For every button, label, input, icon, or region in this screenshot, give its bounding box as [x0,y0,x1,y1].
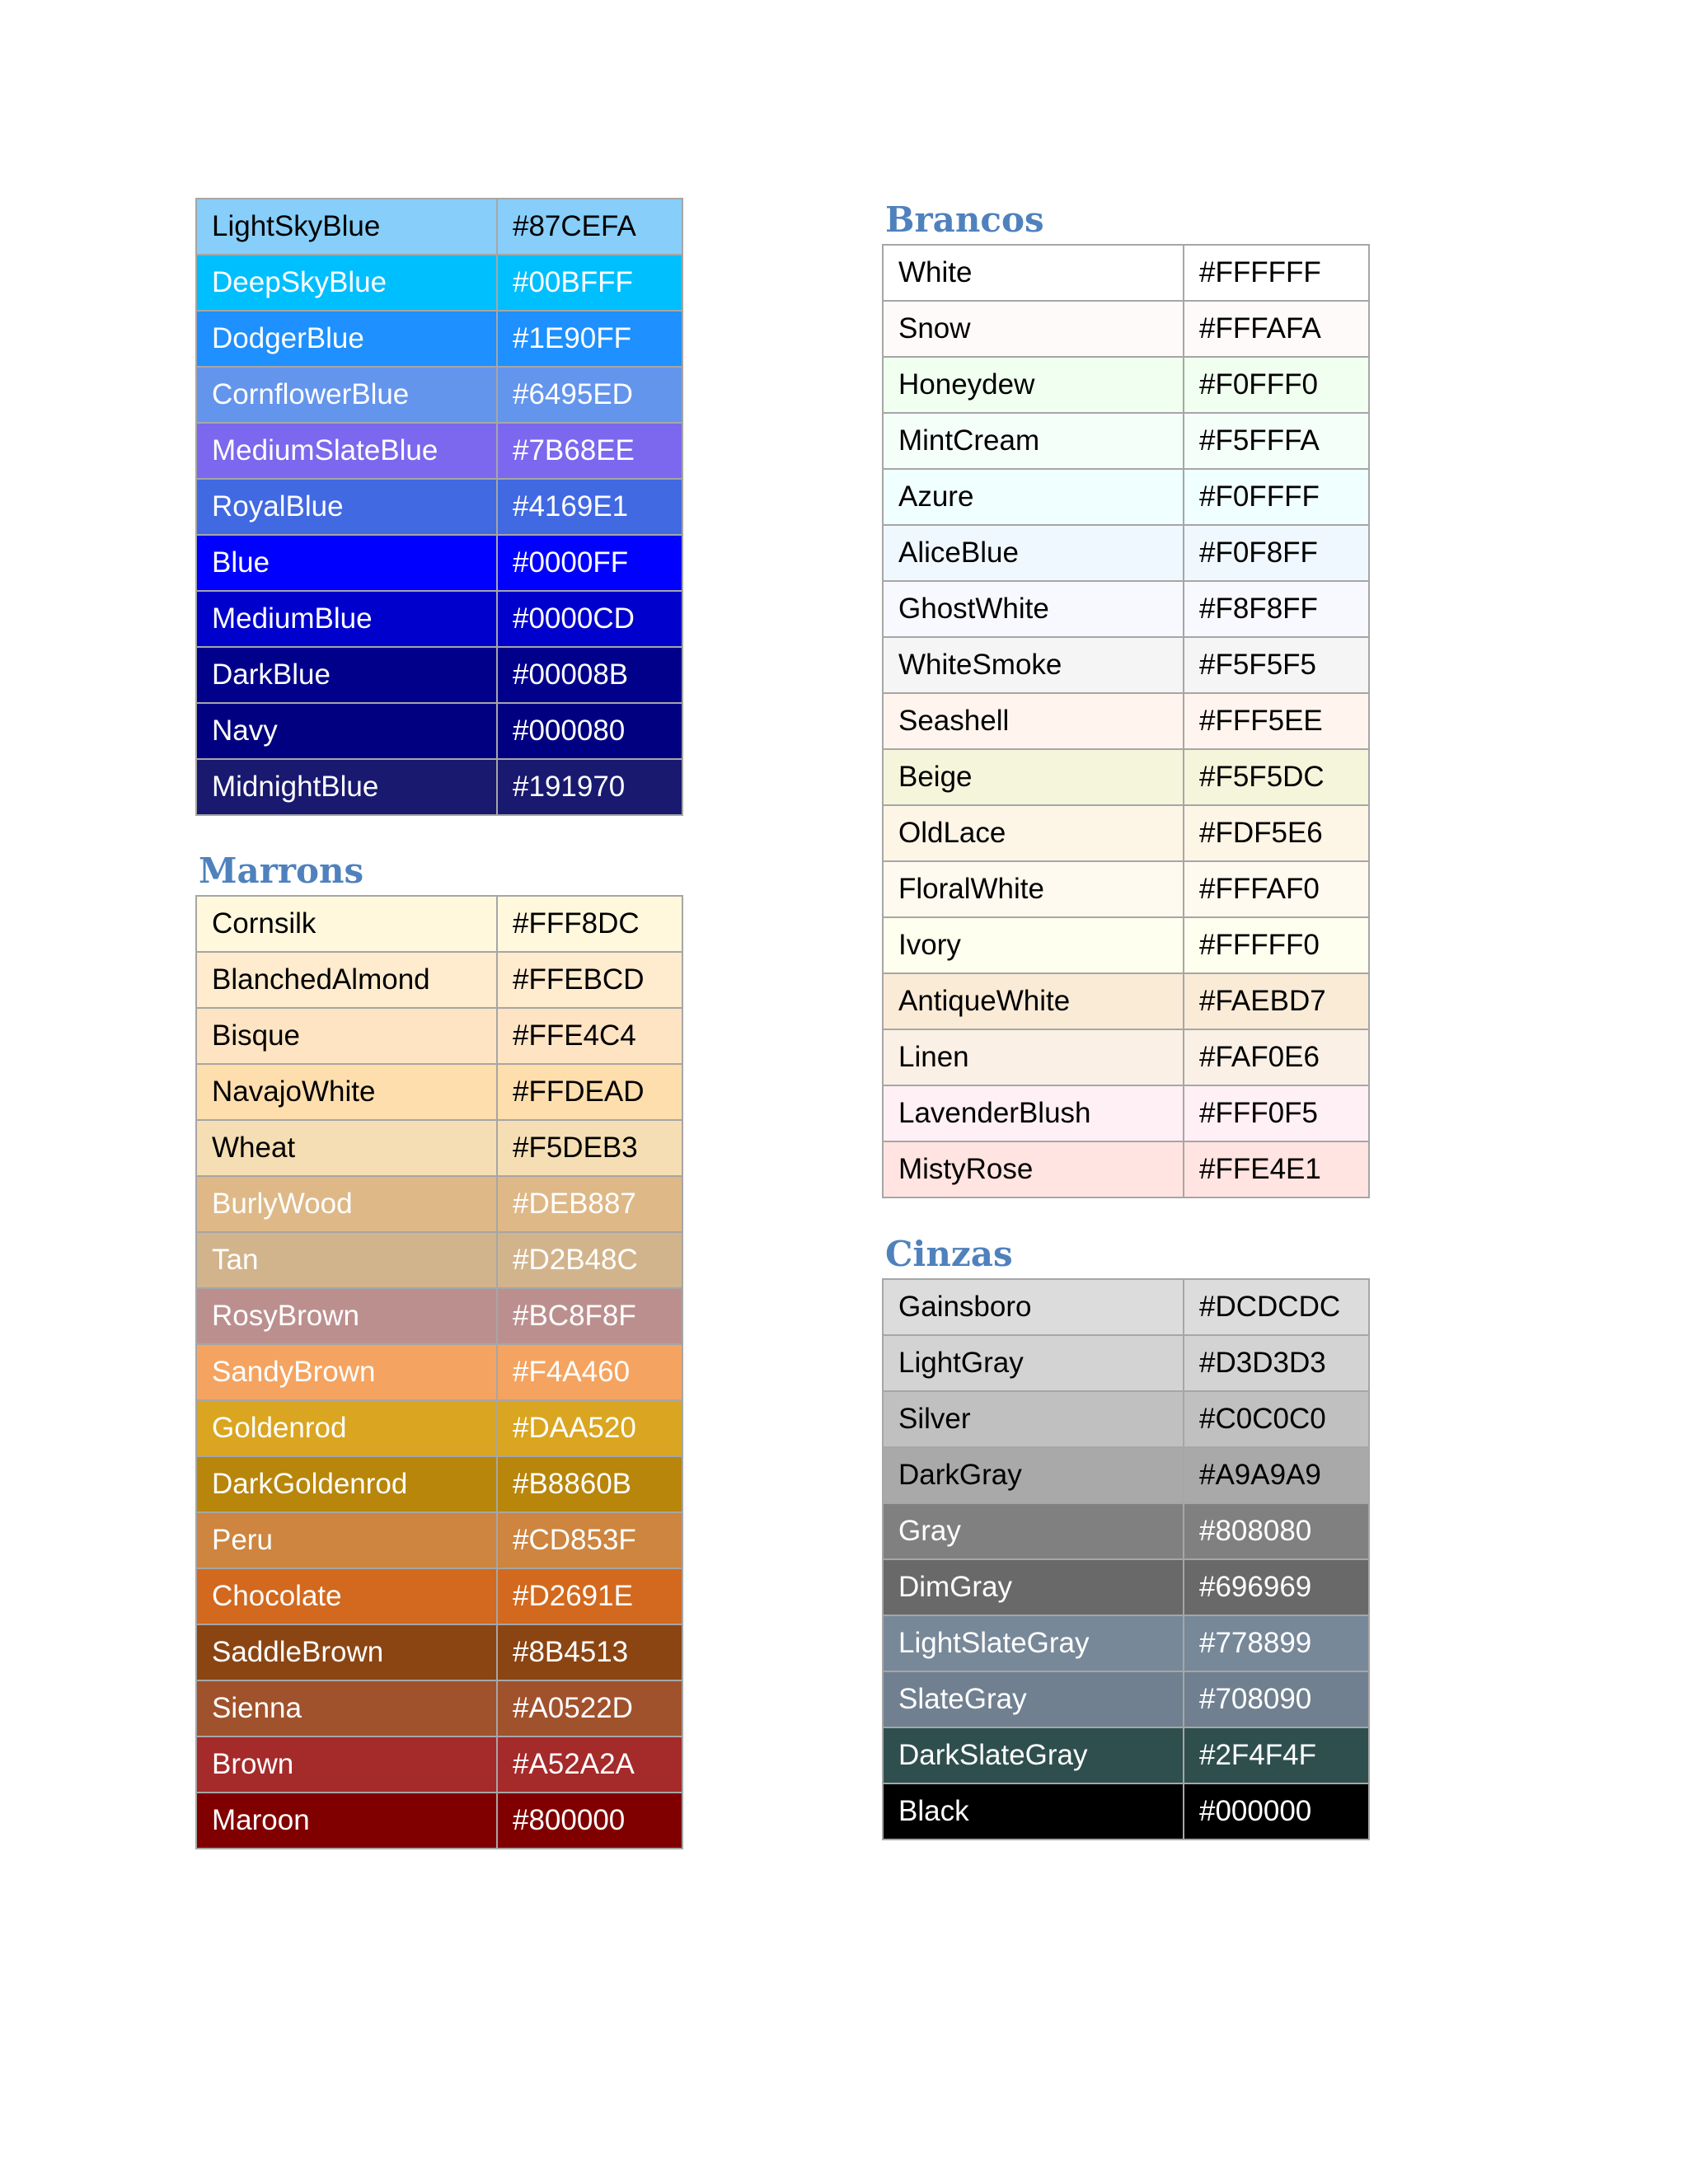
color-hex-cell: #000080 [497,703,682,759]
color-row [196,1232,682,1288]
blues-section [195,198,682,816]
color-name-cell: MidnightBlue [196,759,497,815]
color-name-cell: LightGray [883,1335,1184,1391]
color-name-cell: DimGray [883,1559,1184,1615]
color-table-brancos [882,244,1370,1198]
color-row [883,357,1369,413]
color-row [883,1615,1369,1671]
color-hex-cell: #A52A2A [497,1736,682,1793]
color-name-cell: Black [883,1783,1184,1840]
color-name-cell: DarkGray [883,1447,1184,1503]
color-hex-cell: #1E90FF [497,311,682,367]
color-hex-cell: #DEB887 [497,1176,682,1232]
color-hex-cell: #FFFAF0 [1184,861,1369,917]
color-name-cell: Blue [196,535,497,591]
color-hex-cell: #F0FFF0 [1184,357,1369,413]
color-hex-cell: #F5FFFA [1184,413,1369,469]
color-row [196,1624,682,1680]
color-hex-cell: #000000 [1184,1783,1369,1840]
color-name-cell: Gray [883,1503,1184,1559]
color-row [196,703,682,759]
color-row [196,1793,682,1849]
color-hex-cell: #FFE4C4 [497,1008,682,1064]
color-hex-cell: #FFE4E1 [1184,1141,1369,1197]
color-name-cell: RosyBrown [196,1288,497,1344]
color-name-cell: OldLace [883,805,1184,861]
color-name-cell: Maroon [196,1793,497,1849]
color-name-cell: Ivory [883,917,1184,973]
color-hex-cell: #F5F5DC [1184,749,1369,805]
color-name-cell: AntiqueWhite [883,973,1184,1029]
color-hex-cell: #CD853F [497,1512,682,1568]
color-hex-cell: #0000CD [497,591,682,647]
color-row [883,1783,1369,1840]
color-row [196,255,682,311]
color-row [196,1400,682,1456]
color-hex-cell: #191970 [497,759,682,815]
color-row [883,413,1369,469]
color-name-cell: LightSkyBlue [196,199,497,255]
color-row [196,1512,682,1568]
color-name-cell: DarkSlateGray [883,1727,1184,1783]
color-row [883,749,1369,805]
color-hex-cell: #FFFAFA [1184,301,1369,357]
color-table-marrons [195,895,683,1849]
color-name-cell: Cornsilk [196,896,497,952]
color-row [196,1064,682,1120]
color-row [883,1141,1369,1197]
marrons-section [195,847,682,1849]
color-hex-cell: #F0FFFF [1184,469,1369,525]
color-row [883,1727,1369,1783]
color-hex-cell: #FFF8DC [497,896,682,952]
color-row [196,1736,682,1793]
color-row [883,469,1369,525]
color-name-cell: AliceBlue [883,525,1184,581]
color-name-cell: Navy [196,703,497,759]
color-row [883,1447,1369,1503]
color-name-cell: WhiteSmoke [883,637,1184,693]
color-hex-cell: #F5DEB3 [497,1120,682,1176]
color-row [883,581,1369,637]
color-hex-cell: #FFFFFF [1184,245,1369,301]
color-row [196,535,682,591]
color-name-cell: Gainsboro [883,1279,1184,1335]
color-hex-cell: #7B68EE [497,423,682,479]
color-name-cell: CornflowerBlue [196,367,497,423]
color-hex-cell: #696969 [1184,1559,1369,1615]
color-name-cell: MistyRose [883,1141,1184,1197]
color-name-cell: NavajoWhite [196,1064,497,1120]
color-row [883,1279,1369,1335]
color-name-cell: White [883,245,1184,301]
color-name-cell: Peru [196,1512,497,1568]
color-hex-cell: #2F4F4F [1184,1727,1369,1783]
color-row [196,759,682,815]
color-name-cell: DeepSkyBlue [196,255,497,311]
color-row [196,479,682,535]
color-name-cell: SlateGray [883,1671,1184,1727]
color-name-cell: LightSlateGray [883,1615,1184,1671]
color-table-blues [195,198,683,816]
color-hex-cell: #A0522D [497,1680,682,1736]
cinzas-section [882,1230,1368,1840]
color-row [196,1568,682,1624]
color-row [196,1288,682,1344]
color-hex-cell: #C0C0C0 [1184,1391,1369,1447]
color-name-cell: Chocolate [196,1568,497,1624]
color-name-cell: Bisque [196,1008,497,1064]
color-name-cell: Beige [883,749,1184,805]
color-hex-cell: #B8860B [497,1456,682,1512]
color-row [196,952,682,1008]
color-name-cell: Seashell [883,693,1184,749]
color-row [883,245,1369,301]
color-name-cell: Brown [196,1736,497,1793]
color-hex-cell: #F4A460 [497,1344,682,1400]
color-name-cell: Goldenrod [196,1400,497,1456]
color-name-cell: Sienna [196,1680,497,1736]
color-name-cell: BlanchedAlmond [196,952,497,1008]
color-hex-cell: #FFDEAD [497,1064,682,1120]
color-name-cell: SandyBrown [196,1344,497,1400]
color-row [883,1671,1369,1727]
color-name-cell: Honeydew [883,357,1184,413]
color-hex-cell: #DAA520 [497,1400,682,1456]
section-heading-brancos: Brancos [885,199,1044,240]
brancos-section [882,196,1368,1198]
color-row [196,1456,682,1512]
color-hex-cell: #FAEBD7 [1184,973,1369,1029]
color-hex-cell: #00BFFF [497,255,682,311]
color-name-cell: DarkGoldenrod [196,1456,497,1512]
color-row [196,591,682,647]
color-hex-cell: #708090 [1184,1671,1369,1727]
color-hex-cell: #800000 [497,1793,682,1849]
color-row [883,973,1369,1029]
color-row [196,1176,682,1232]
color-hex-cell: #FFEBCD [497,952,682,1008]
color-hex-cell: #F0F8FF [1184,525,1369,581]
color-name-cell: MediumSlateBlue [196,423,497,479]
color-hex-cell: #0000FF [497,535,682,591]
color-name-cell: Azure [883,469,1184,525]
color-hex-cell: #87CEFA [497,199,682,255]
color-hex-cell: #F5F5F5 [1184,637,1369,693]
color-hex-cell: #F8F8FF [1184,581,1369,637]
color-row [883,637,1369,693]
color-name-cell: Linen [883,1029,1184,1085]
color-hex-cell: #778899 [1184,1615,1369,1671]
color-name-cell: GhostWhite [883,581,1184,637]
color-row [196,1680,682,1736]
color-name-cell: Snow [883,301,1184,357]
color-row [883,1559,1369,1615]
color-row [883,805,1369,861]
color-name-cell: DodgerBlue [196,311,497,367]
color-name-cell: MintCream [883,413,1184,469]
color-hex-cell: #BC8F8F [497,1288,682,1344]
color-row [883,1085,1369,1141]
color-name-cell: FloralWhite [883,861,1184,917]
section-heading-cinzas: Cinzas [885,1234,1013,1274]
color-name-cell: DarkBlue [196,647,497,703]
color-row [196,1008,682,1064]
color-row [883,1503,1369,1559]
color-hex-cell: #FDF5E6 [1184,805,1369,861]
color-row [883,1391,1369,1447]
color-row [196,1344,682,1400]
color-row [883,917,1369,973]
color-hex-cell: #6495ED [497,367,682,423]
color-name-cell: SaddleBrown [196,1624,497,1680]
color-table-cinzas [882,1278,1370,1840]
color-hex-cell: #FFFFF0 [1184,917,1369,973]
color-row [196,311,682,367]
color-hex-cell: #4169E1 [497,479,682,535]
color-hex-cell: #A9A9A9 [1184,1447,1369,1503]
color-hex-cell: #00008B [497,647,682,703]
color-name-cell: Wheat [196,1120,497,1176]
color-hex-cell: #D2B48C [497,1232,682,1288]
color-hex-cell: #FFF0F5 [1184,1085,1369,1141]
color-name-cell: LavenderBlush [883,1085,1184,1141]
color-hex-cell: #DCDCDC [1184,1279,1369,1335]
color-hex-cell: #FFF5EE [1184,693,1369,749]
color-row [196,647,682,703]
color-row [883,1335,1369,1391]
color-name-cell: Tan [196,1232,497,1288]
color-row [196,1120,682,1176]
color-row [196,367,682,423]
color-hex-cell: #8B4513 [497,1624,682,1680]
color-row [883,1029,1369,1085]
color-name-cell: Silver [883,1391,1184,1447]
color-row [196,199,682,255]
color-hex-cell: #D2691E [497,1568,682,1624]
color-row [196,423,682,479]
color-hex-cell: #808080 [1184,1503,1369,1559]
color-row [883,301,1369,357]
color-row [883,861,1369,917]
color-row [883,693,1369,749]
color-name-cell: RoyalBlue [196,479,497,535]
color-name-cell: MediumBlue [196,591,497,647]
color-hex-cell: #FAF0E6 [1184,1029,1369,1085]
color-row [196,896,682,952]
color-name-cell: BurlyWood [196,1176,497,1232]
color-hex-cell: #D3D3D3 [1184,1335,1369,1391]
section-heading-marrons: Marrons [199,851,364,891]
color-row [883,525,1369,581]
